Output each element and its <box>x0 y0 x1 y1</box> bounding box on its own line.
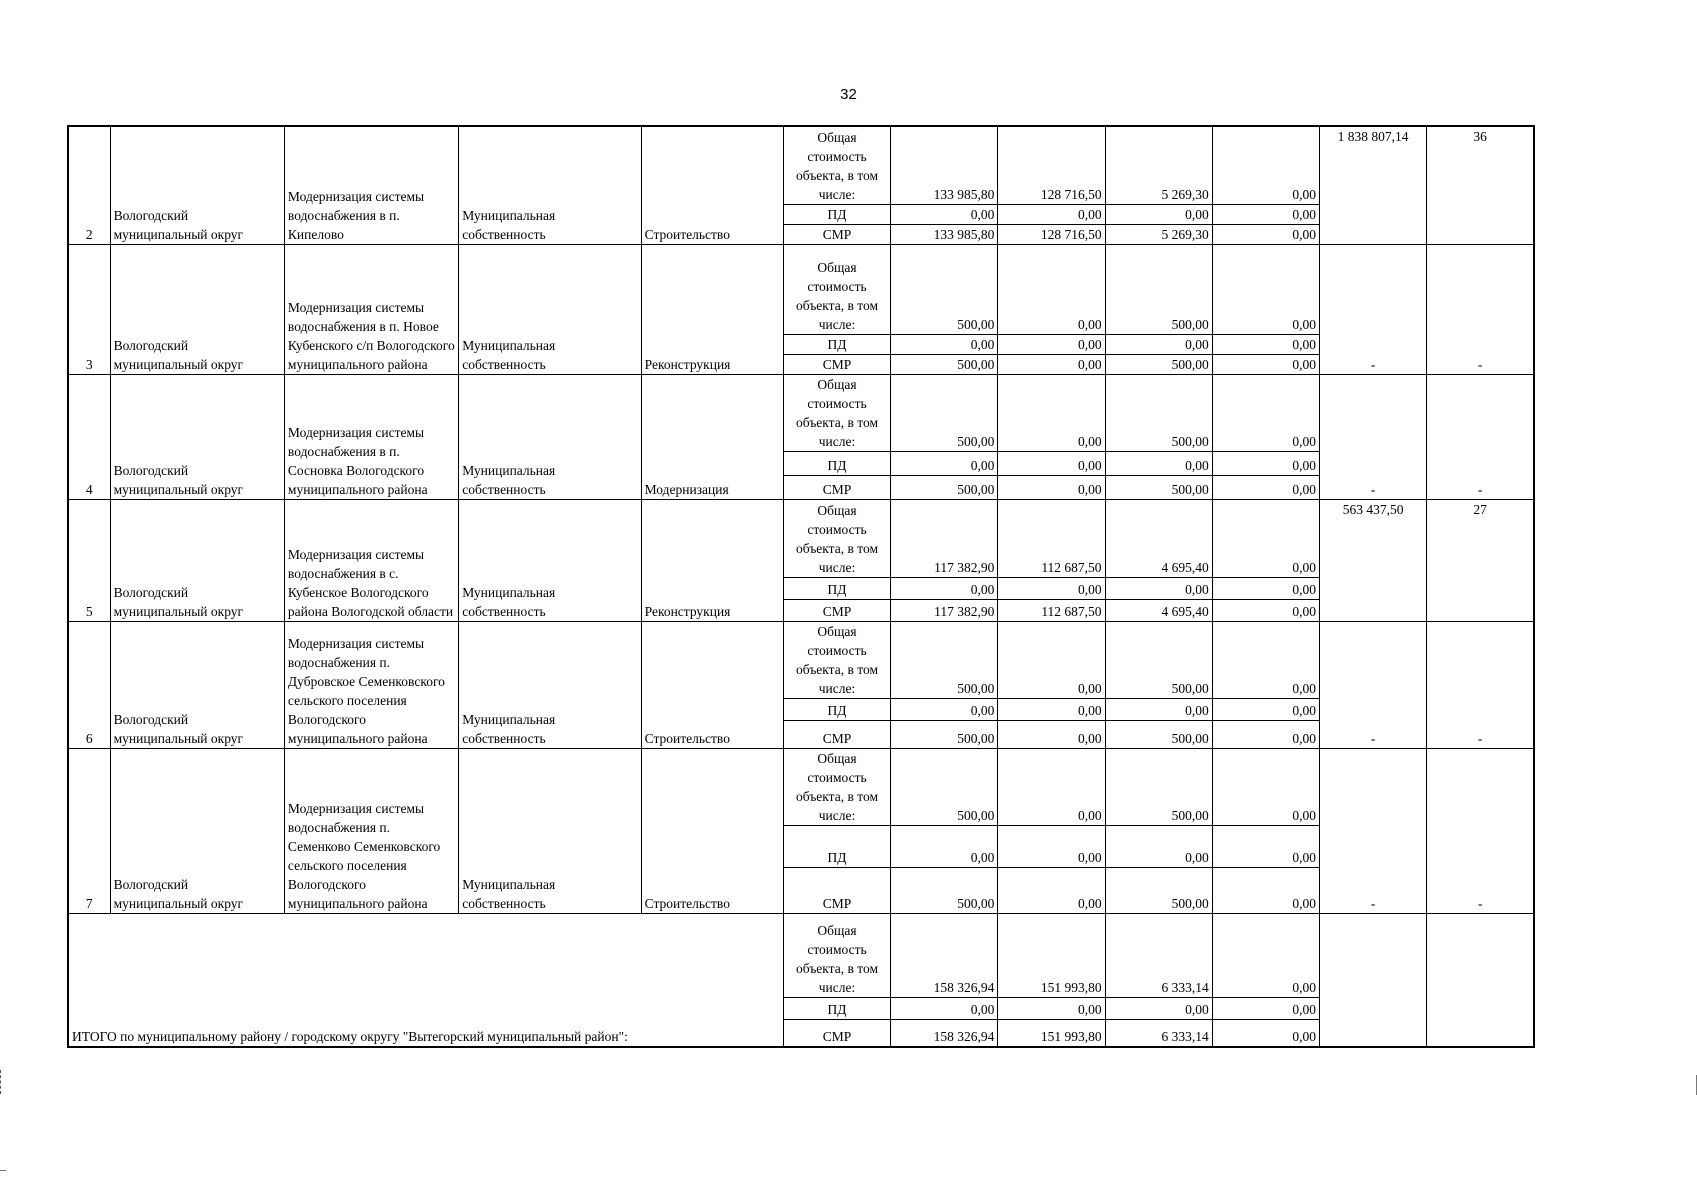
value-cell: 117 382,90 <box>891 599 998 621</box>
value-cell: 0,00 <box>891 577 998 599</box>
value-cell: 0,00 <box>891 825 998 867</box>
summary-value-cell: 0,00 <box>998 997 1105 1019</box>
ownership-cell: Муниципальная собственность <box>459 748 641 913</box>
capacity-cell: - <box>1320 244 1427 374</box>
value-cell: 0,00 <box>1105 825 1212 867</box>
object-cell: Модернизация системы водоснабжения в п. Новое Кубенского с/п Вологодского муниципального района <box>284 244 458 374</box>
value-cell: 4 695,40 <box>1105 499 1212 577</box>
cost-type-label: ПД <box>783 698 890 720</box>
value-cell: 0,00 <box>998 720 1105 748</box>
value-cell: 500,00 <box>891 720 998 748</box>
count-cell: - <box>1427 748 1534 913</box>
value-cell: 117 382,90 <box>891 499 998 577</box>
value-cell: 500,00 <box>1105 621 1212 698</box>
value-cell: 0,00 <box>998 354 1105 374</box>
value-cell: 0,00 <box>891 334 998 354</box>
value-cell: 0,00 <box>998 374 1105 451</box>
cost-type-label: Общая стоимость объекта, в том числе: <box>783 748 890 825</box>
value-cell: 112 687,50 <box>998 499 1105 577</box>
ownership-cell: Муниципальная собственность <box>459 621 641 748</box>
table-row <box>68 374 1534 451</box>
value-cell: 0,00 <box>998 825 1105 867</box>
capacity-cell: 1 838 807,14 <box>1320 126 1427 244</box>
cost-type-label: Общая стоимость объекта, в том числе: <box>783 374 890 451</box>
cost-type-label: СМР <box>783 1019 890 1047</box>
value-cell: 133 985,80 <box>891 224 998 244</box>
summary-value-cell: 158 326,94 <box>891 913 998 997</box>
summary-value-cell: 0,00 <box>1212 997 1319 1019</box>
count-cell: 36 <box>1427 126 1534 244</box>
row-index: 7 <box>68 748 110 913</box>
value-cell: 0,00 <box>1105 698 1212 720</box>
row-index: 4 <box>68 374 110 499</box>
value-cell: 500,00 <box>891 867 998 913</box>
value-cell: 500,00 <box>891 748 998 825</box>
cost-type-label: СМР <box>783 354 890 374</box>
scan-margin-mark <box>0 1070 5 1094</box>
count-cell: - <box>1427 374 1534 499</box>
value-cell: 0,00 <box>998 748 1105 825</box>
summary-value-cell: 0,00 <box>1212 1019 1319 1047</box>
value-cell: 128 716,50 <box>998 126 1105 204</box>
value-cell: 500,00 <box>891 374 998 451</box>
cost-type-label: СМР <box>783 224 890 244</box>
summary-value-cell: 6 333,14 <box>1105 913 1212 997</box>
count-cell: 27 <box>1427 499 1534 621</box>
capacity-cell: 563 437,50 <box>1320 499 1427 621</box>
value-cell: 5 269,30 <box>1105 224 1212 244</box>
cost-type-label: СМР <box>783 475 890 499</box>
value-cell: 0,00 <box>1212 867 1319 913</box>
value-cell: 0,00 <box>998 621 1105 698</box>
ownership-cell: Муниципальная собственность <box>459 126 641 244</box>
value-cell: 112 687,50 <box>998 599 1105 621</box>
municipality-cell: Вологодский муниципальный округ <box>110 244 284 374</box>
ownership-cell: Муниципальная собственность <box>459 374 641 499</box>
value-cell: 500,00 <box>891 621 998 698</box>
table-body <box>68 126 1534 1047</box>
cost-type-label: ПД <box>783 825 890 867</box>
value-cell: 0,00 <box>1212 748 1319 825</box>
scan-right-mark <box>1693 1075 1697 1095</box>
value-cell: 0,00 <box>1212 577 1319 599</box>
cost-type-label: Общая стоимость объекта, в том числе: <box>783 499 890 577</box>
object-cell: Модернизация системы водоснабжения п. Семенково Семенковского сельского поселения Вологодского муниципального района <box>284 748 458 913</box>
value-cell: 0,00 <box>998 698 1105 720</box>
summary-label: ИТОГО по муниципальному району / городскому округу "Вытегорский муниципальный район": <box>68 913 783 1047</box>
value-cell: 0,00 <box>1105 577 1212 599</box>
value-cell: 0,00 <box>1212 825 1319 867</box>
value-cell: 0,00 <box>1212 720 1319 748</box>
summary-value-cell: 151 993,80 <box>998 913 1105 997</box>
table-row <box>68 244 1534 334</box>
row-index: 6 <box>68 621 110 748</box>
value-cell: 0,00 <box>1105 204 1212 224</box>
row-index: 3 <box>68 244 110 374</box>
value-cell: 0,00 <box>1212 204 1319 224</box>
row-index: 2 <box>68 126 110 244</box>
work-type-cell: Модернизация <box>641 374 783 499</box>
cost-type-label: Общая стоимость объекта, в том числе: <box>783 913 890 997</box>
table-row <box>68 621 1534 698</box>
table-row <box>68 126 1534 204</box>
value-cell: 0,00 <box>1212 499 1319 577</box>
value-cell: 0,00 <box>891 204 998 224</box>
summary-value-cell: 158 326,94 <box>891 1019 998 1047</box>
cost-type-label: ПД <box>783 997 890 1019</box>
summary-value-cell: 151 993,80 <box>998 1019 1105 1047</box>
value-cell: 500,00 <box>1105 720 1212 748</box>
value-cell: 5 269,30 <box>1105 126 1212 204</box>
work-type-cell: Строительство <box>641 748 783 913</box>
value-cell: 0,00 <box>1212 244 1319 334</box>
municipality-cell: Вологодский муниципальный округ <box>110 499 284 621</box>
value-cell: 500,00 <box>1105 244 1212 334</box>
value-cell: 0,00 <box>1212 475 1319 499</box>
value-cell: 0,00 <box>891 451 998 475</box>
work-type-cell: Строительство <box>641 621 783 748</box>
value-cell: 500,00 <box>1105 354 1212 374</box>
cost-type-label: СМР <box>783 599 890 621</box>
summary-value-cell: 0,00 <box>891 997 998 1019</box>
ownership-cell: Муниципальная собственность <box>459 499 641 621</box>
value-cell: 500,00 <box>1105 475 1212 499</box>
work-type-cell: Строительство <box>641 126 783 244</box>
value-cell: 0,00 <box>998 244 1105 334</box>
cost-type-label: Общая стоимость объекта, в том числе: <box>783 621 890 698</box>
value-cell: 0,00 <box>1212 599 1319 621</box>
value-cell: 0,00 <box>998 867 1105 913</box>
value-cell: 500,00 <box>891 354 998 374</box>
table-row <box>68 499 1534 577</box>
summary-value-cell: 0,00 <box>1212 913 1319 997</box>
work-type-cell: Реконструкция <box>641 244 783 374</box>
summary-capacity-cell <box>1320 913 1427 1047</box>
ownership-cell: Муниципальная собственность <box>459 244 641 374</box>
municipality-cell: Вологодский муниципальный округ <box>110 374 284 499</box>
value-cell: 0,00 <box>998 577 1105 599</box>
value-cell: 128 716,50 <box>998 224 1105 244</box>
capacity-cell: - <box>1320 374 1427 499</box>
capacity-cell: - <box>1320 748 1427 913</box>
object-cell: Модернизация системы водоснабжения в п. Сосновка Вологодского муниципального района <box>284 374 458 499</box>
value-cell: 0,00 <box>998 334 1105 354</box>
value-cell: 0,00 <box>1212 621 1319 698</box>
value-cell: 500,00 <box>891 475 998 499</box>
value-cell: 500,00 <box>1105 867 1212 913</box>
value-cell: 4 695,40 <box>1105 599 1212 621</box>
value-cell: 0,00 <box>1212 224 1319 244</box>
budget-table <box>67 125 1535 1048</box>
value-cell: 0,00 <box>1212 374 1319 451</box>
cost-type-label: ПД <box>783 334 890 354</box>
cost-type-label: Общая стоимость объекта, в том числе: <box>783 126 890 204</box>
value-cell: 500,00 <box>1105 374 1212 451</box>
table-row <box>68 748 1534 825</box>
value-cell: 500,00 <box>891 244 998 334</box>
count-cell: - <box>1427 621 1534 748</box>
value-cell: 0,00 <box>1212 451 1319 475</box>
cost-type-label: ПД <box>783 451 890 475</box>
value-cell: 0,00 <box>1105 334 1212 354</box>
summary-value-cell: 6 333,14 <box>1105 1019 1212 1047</box>
summary-count-cell <box>1427 913 1534 1047</box>
value-cell: 133 985,80 <box>891 126 998 204</box>
value-cell: 0,00 <box>998 451 1105 475</box>
object-cell: Модернизация системы водоснабжения п. Дубровское Семенковского сельского поселения Вологодского муниципального района <box>284 621 458 748</box>
object-cell: Модернизация системы водоснабжения в с. Кубенское Вологодского района Вологодской области <box>284 499 458 621</box>
summary-value-cell: 0,00 <box>1105 997 1212 1019</box>
cost-type-label: Общая стоимость объекта, в том числе: <box>783 244 890 334</box>
value-cell: 0,00 <box>1212 698 1319 720</box>
value-cell: 0,00 <box>998 204 1105 224</box>
value-cell: 0,00 <box>891 698 998 720</box>
value-cell: 0,00 <box>1105 451 1212 475</box>
summary-row <box>68 913 1534 997</box>
cost-type-label: СМР <box>783 720 890 748</box>
cost-type-label: СМР <box>783 867 890 913</box>
municipality-cell: Вологодский муниципальный округ <box>110 126 284 244</box>
value-cell: 500,00 <box>1105 748 1212 825</box>
value-cell: 0,00 <box>1212 126 1319 204</box>
capacity-cell: - <box>1320 621 1427 748</box>
scan-corner-mark <box>0 1170 6 1171</box>
work-type-cell: Реконструкция <box>641 499 783 621</box>
value-cell: 0,00 <box>998 475 1105 499</box>
value-cell: 0,00 <box>1212 354 1319 374</box>
cost-type-label: ПД <box>783 577 890 599</box>
cost-type-label: ПД <box>783 204 890 224</box>
count-cell: - <box>1427 244 1534 374</box>
row-index: 5 <box>68 499 110 621</box>
page-number: 32 <box>840 86 857 103</box>
municipality-cell: Вологодский муниципальный округ <box>110 748 284 913</box>
value-cell: 0,00 <box>1212 334 1319 354</box>
municipality-cell: Вологодский муниципальный округ <box>110 621 284 748</box>
object-cell: Модернизация системы водоснабжения в п. Кипелово <box>284 126 458 244</box>
